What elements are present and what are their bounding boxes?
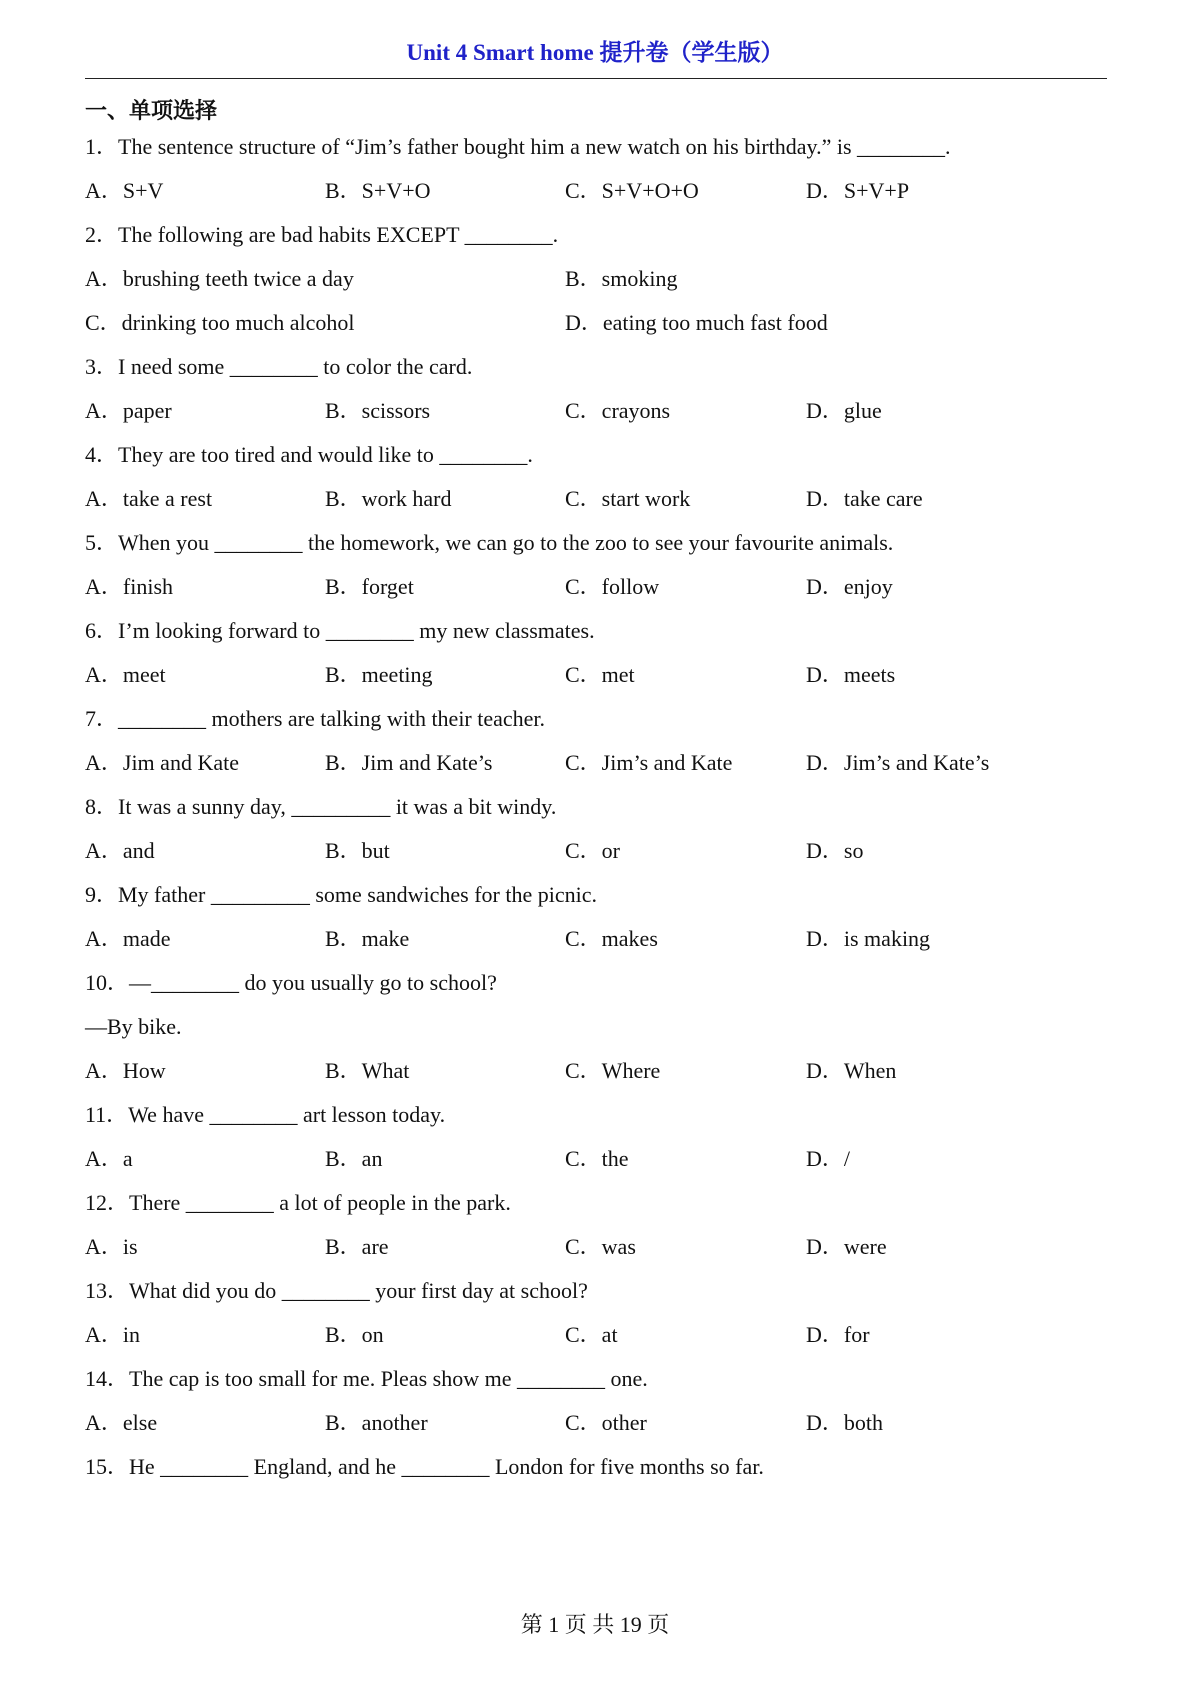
answer-option[interactable]: C．met [565,662,635,687]
question-stem: 4．They are too tired and would like to ________. [85,442,533,467]
answer-option[interactable]: D．so [806,838,864,863]
answer-option[interactable]: C．follow [565,574,660,599]
answer-option[interactable]: B．are [325,1234,389,1259]
answer-option[interactable]: D．is making [806,926,931,951]
answer-option[interactable]: D．both [806,1410,884,1435]
answer-option[interactable]: B．but [325,838,390,863]
section-title: 一、单项选择 [85,98,218,123]
question-stem: 6．I’m looking forward to ________ my new classmates. [85,618,595,643]
question-stem: 3．I need some ________ to color the card. [85,354,473,379]
answer-option[interactable]: B．another [325,1410,428,1435]
answer-option[interactable]: A．How [85,1058,166,1083]
answer-option[interactable]: B．make [325,926,410,951]
answer-option[interactable]: A．and [85,838,155,863]
question-stem: 1．The sentence structure of “Jim’s father bought him a new watch on his birthday.” is ________. [85,134,951,159]
answer-option[interactable]: D．When [806,1058,897,1083]
question-stem: 15．He ________ England, and he ________ London for five months so far. [85,1454,764,1479]
answer-option[interactable]: A．a [85,1146,133,1171]
answer-option[interactable]: B．Jim and Kate’s [325,750,493,775]
question-stem: 12．There ________ a lot of people in the park. [85,1190,511,1215]
question-stem: 8．It was a sunny day, _________ it was a bit windy. [85,794,557,819]
answer-option[interactable]: A．finish [85,574,174,599]
answer-option[interactable]: D．Jim’s and Kate’s [806,750,990,775]
answer-option[interactable]: D．meets [806,662,896,687]
answer-option[interactable]: B．an [325,1146,383,1171]
answer-option[interactable]: C．drinking too much alcohol [85,310,355,335]
answer-option[interactable]: B．S+V+O [325,178,431,203]
question-stem: 11．We have ________ art lesson today. [85,1102,446,1127]
answer-option[interactable]: A．is [85,1234,138,1259]
answer-option[interactable]: C．at [565,1322,618,1347]
answer-option[interactable]: D．eating too much fast food [565,310,828,335]
answer-option[interactable]: C．start work [565,486,691,511]
question-stem: —By bike. [85,1014,182,1039]
answer-option[interactable]: D．enjoy [806,574,893,599]
question-stem: 5．When you ________ the homework, we can go to the zoo to see your favourite animals. [85,530,894,555]
answer-option[interactable]: B．on [325,1322,384,1347]
answer-option[interactable]: D．were [806,1234,887,1259]
answer-option[interactable]: A．made [85,926,171,951]
answer-option[interactable]: B．meeting [325,662,433,687]
page-header-title: Unit 4 Smart home 提升卷（学生版） [406,40,784,65]
question-stem: 10．—________ do you usually go to school? [85,970,497,995]
answer-option[interactable]: C．crayons [565,398,671,423]
answer-option[interactable]: C．or [565,838,621,863]
answer-option[interactable]: B．What [325,1058,410,1083]
answer-option[interactable]: A．else [85,1410,158,1435]
answer-option[interactable]: C．other [565,1410,647,1435]
answer-option[interactable]: C．Jim’s and Kate [565,750,733,775]
answer-option[interactable]: A．meet [85,662,166,687]
answer-option[interactable]: D．S+V+P [806,178,910,203]
answer-option[interactable]: A．S+V [85,178,164,203]
question-stem: 14．The cap is too small for me. Pleas show me ________ one. [85,1366,648,1391]
page-footer: 第 1 页 共 19 页 [520,1612,670,1637]
header-divider [85,78,1107,79]
question-stem: 2．The following are bad habits EXCEPT ________. [85,222,559,247]
answer-option[interactable]: A．paper [85,398,172,423]
answer-option[interactable]: C．Where [565,1058,661,1083]
answer-option[interactable]: A．in [85,1322,141,1347]
answer-option[interactable]: B．smoking [565,266,678,291]
answer-option[interactable]: A．take a rest [85,486,213,511]
question-stem: 13．What did you do ________ your first day at school? [85,1278,588,1303]
answer-option[interactable]: B．work hard [325,486,452,511]
answer-option[interactable]: A．Jim and Kate [85,750,239,775]
answer-option[interactable]: C．makes [565,926,658,951]
answer-option[interactable]: B．scissors [325,398,431,423]
answer-option[interactable]: B．forget [325,574,414,599]
answer-option[interactable]: C．the [565,1146,629,1171]
answer-option[interactable]: D．glue [806,398,882,423]
answer-option[interactable]: D．take care [806,486,923,511]
answer-option[interactable]: D．/ [806,1146,851,1171]
question-stem: 7．________ mothers are talking with their teacher. [85,706,546,731]
question-stem: 9．My father _________ some sandwiches for the picnic. [85,882,597,907]
answer-option[interactable]: C．S+V+O+O [565,178,699,203]
answer-option[interactable]: D．for [806,1322,870,1347]
answer-option[interactable]: C．was [565,1234,636,1259]
answer-option[interactable]: A．brushing teeth twice a day [85,266,354,291]
